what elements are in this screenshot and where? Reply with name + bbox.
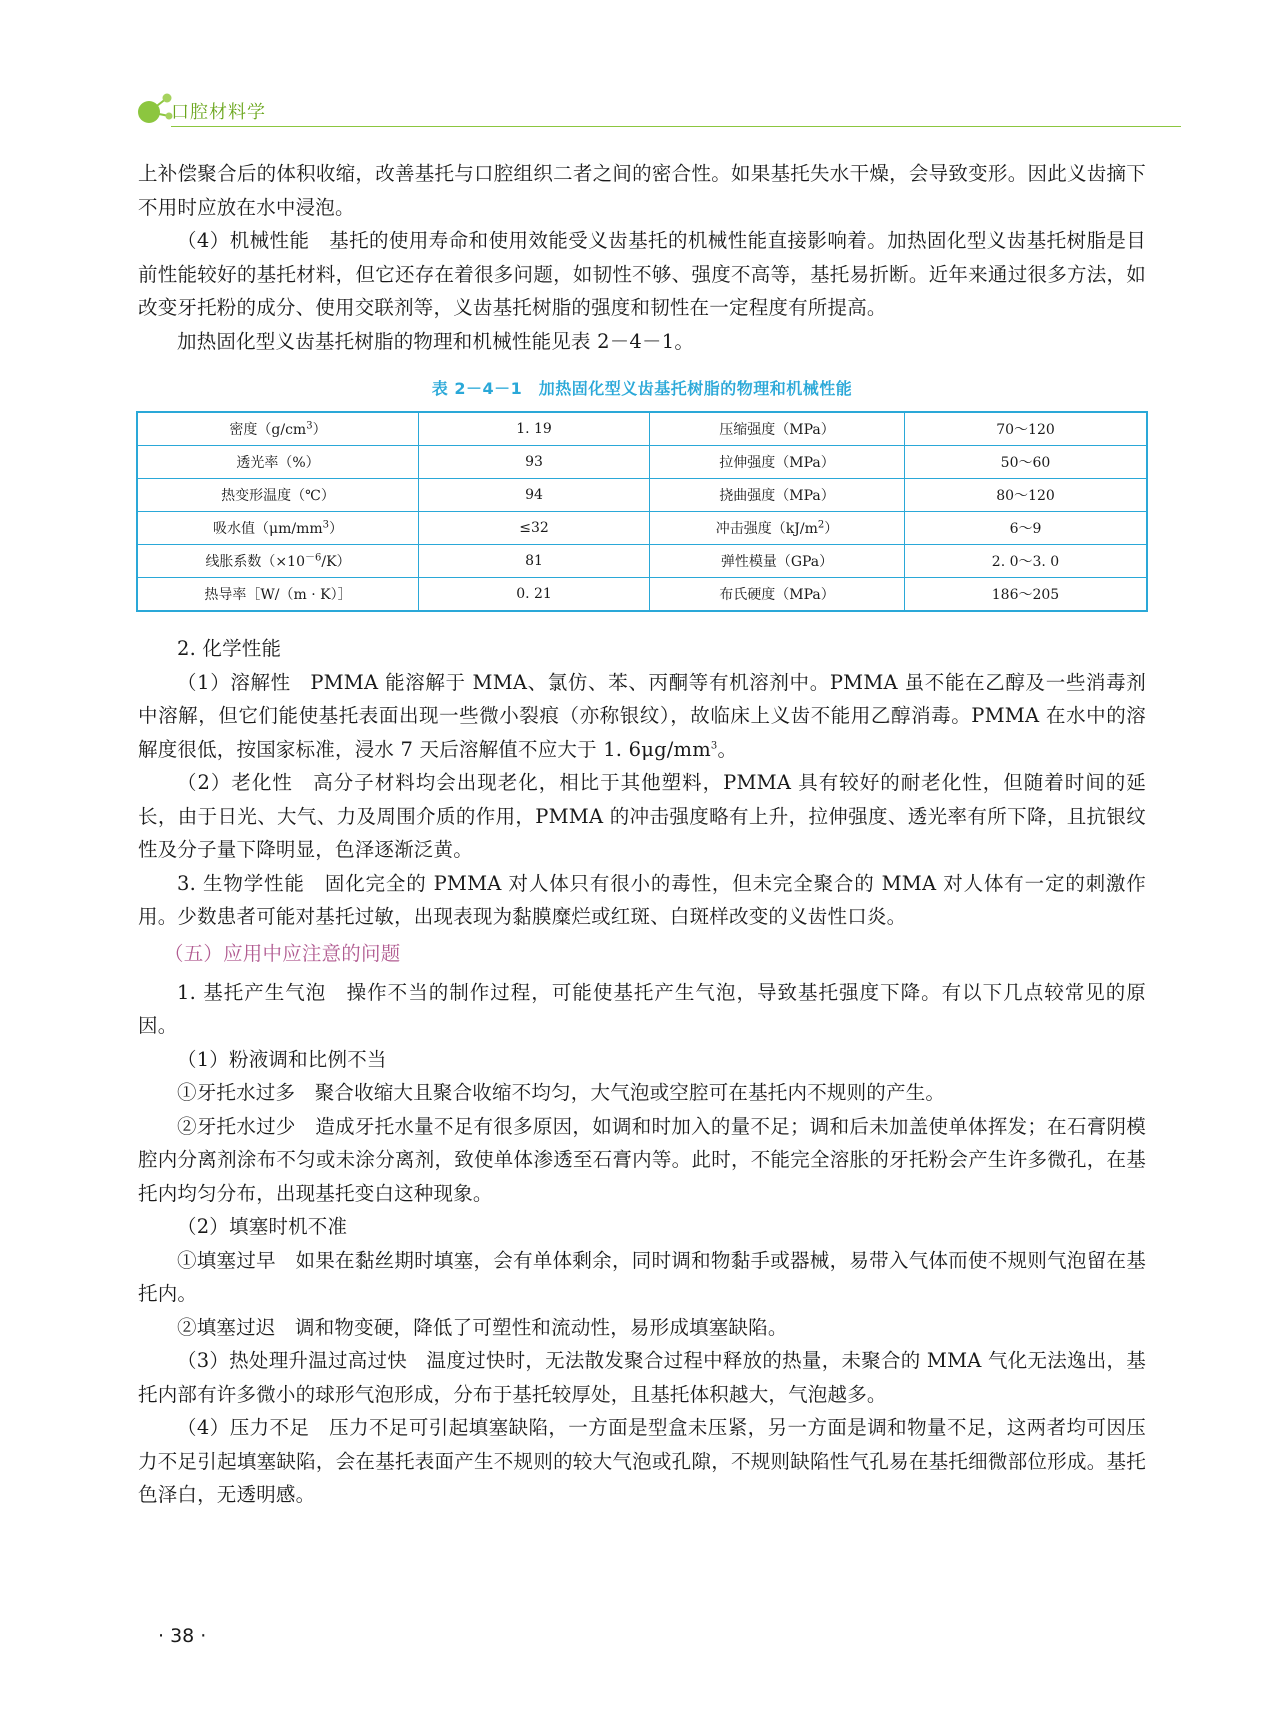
paragraph: （2）填塞时机不准: [177, 1215, 348, 1238]
paragraph-text: 操作不当的制作过程，可能使基托产生气泡，导致基托强度下降。有以下几点较常见的原因。: [138, 980, 1146, 1037]
paragraph-heading: （4）机械性能: [177, 229, 310, 252]
paragraph-text: 高分子材料均会出现老化，相比于其他塑料，PMMA 具有较好的耐老化性，但随着时间的延长，由于日光、大气、力及周围介质的作用，PMMA 的冲击强度略有上升，拉伸强度、透光率有所下降，且抗银纹性及分子量下降明显，色泽逐渐泛黄。: [138, 771, 1146, 861]
paragraph-text: 聚合收缩大且聚合收缩不均匀，大气泡或空腔可在基托内不规则的产生。: [314, 1081, 946, 1104]
table-cell: [419, 412, 650, 446]
superscript: 3: [710, 740, 718, 751]
table-cell: [419, 446, 650, 479]
table-row: [137, 512, 1147, 545]
cell-text: 0. 21: [516, 586, 552, 602]
section-heading-chemical: 2. 化学性能: [177, 637, 282, 660]
cell-text: ）: [329, 521, 344, 537]
section-title: （五）应用中应注意的问题: [164, 941, 401, 965]
page-body: [138, 157, 1146, 1512]
cell-text: 热变形温度（℃）: [221, 488, 335, 504]
paragraph-biological: [138, 867, 1146, 934]
paragraph-bubbles: [138, 976, 1146, 1043]
paragraph-heading: 1. 基托产生气泡: [177, 980, 327, 1004]
paragraph-heading: ②填塞过迟: [177, 1315, 276, 1339]
paragraph-text: PMMA 能溶解于 MMA、氯仿、苯、丙酮等有机溶剂中。PMMA 虽不能在乙醇及一些消毒剂中溶解，但它们能使基托表面出现一些微小裂痕（亦称银纹），故临床上义齿不能用乙醇消毒。PMMA 在水中的溶解度很低，按国家标准，浸水 7 天后溶解值不应大于 1. 6μg/mm: [138, 670, 1146, 761]
table-cell: [419, 479, 650, 512]
superscript: 3: [322, 519, 330, 531]
table-row: [137, 479, 1147, 512]
cell-text: 81: [525, 553, 543, 569]
header-divider: [171, 126, 1181, 127]
page-number: · 38 ·: [158, 1625, 207, 1647]
cell-text: 冲击强度（kJ/m: [715, 521, 818, 537]
cell-text: 70～120: [996, 422, 1055, 438]
paragraph-text: 固化完全的 PMMA 对人体只有很小的毒性，但未完全聚合的 MMA 对人体有一定的刺激作用。少数患者可能对基托过敏，出现表现为黏膜糜烂或红斑、白斑样改变的义齿性口炎。: [138, 871, 1147, 928]
table-caption: 表 2－4－1 加热固化型义齿基托树脂的物理和机械性能: [431, 379, 853, 398]
paragraph-aging: [138, 766, 1146, 867]
table-cell: [419, 545, 650, 578]
table-cell: [905, 479, 1148, 512]
cell-text: 挠曲强度（MPa）: [719, 488, 835, 504]
cell-text: 拉伸强度（MPa）: [719, 455, 835, 471]
cell-text: 94: [525, 487, 543, 503]
table-cell: [137, 578, 419, 612]
paragraph-solubility: [138, 666, 1146, 767]
cell-text: 布氏硬度（MPa）: [719, 587, 835, 603]
table-cell: [419, 512, 650, 545]
cell-text: 50～60: [1000, 455, 1051, 471]
paragraph-text: 如果在黏丝期时填塞，会有单体剩余，同时调和物黏手或器械，易带入气体而使不规则气泡留在基托内。: [138, 1248, 1146, 1305]
cell-text: /K）: [321, 554, 351, 570]
cell-text: 80～120: [996, 488, 1055, 504]
superscript: 2: [817, 519, 825, 531]
table-cell: [137, 479, 419, 512]
paragraph-text: 基托的使用寿命和使用效能受义齿基托的机械性能直接影响着。加热固化型义齿基托树脂是目前性能较好的基托材料，但它还存在着很多问题，如韧性不够、强度不高等，基托易折断。近年来通过很多方法，如改变牙托粉的成分、使用交联剂等，义齿基托树脂的强度和韧性在一定程度有所提高。: [138, 229, 1147, 319]
cell-text: ）: [824, 521, 839, 537]
table-cell: [137, 412, 419, 446]
table-cell: [650, 479, 905, 512]
cell-text: 186～205: [991, 587, 1060, 603]
paragraph: [138, 1244, 1146, 1311]
paragraph-heading: （4）压力不足: [177, 1416, 310, 1439]
cell-text: 热导率［W/（m · K）］: [204, 587, 352, 603]
table-cell: [905, 512, 1148, 545]
paragraph: 上补偿聚合后的体积收缩，改善基托与口腔组织二者之间的密合性。如果基托失水干燥，会导致变形。因此义齿摘下不用时应放在水中浸泡。: [138, 162, 1146, 219]
cell-text: 弹性模量（GPa）: [720, 554, 834, 570]
table-cell: [905, 545, 1148, 578]
paragraph: [138, 1076, 1146, 1110]
table-row: [137, 412, 1147, 446]
superscript: －6: [304, 552, 322, 564]
paragraph-heading: ①填塞过早: [177, 1248, 276, 1272]
table-cell: [650, 545, 905, 578]
table-cell: [650, 512, 905, 545]
cell-text: 透光率（%）: [236, 455, 320, 471]
cell-text: 1. 19: [516, 421, 552, 437]
molecule-logo-icon: [135, 92, 175, 128]
table-row: [137, 446, 1147, 479]
paragraph: （1）粉液调和比例不当: [177, 1047, 387, 1071]
paragraph-heading: 3. 生物学性能: [177, 871, 305, 895]
paragraph-heading: ①牙托水过多: [177, 1081, 296, 1104]
table-row: [137, 545, 1147, 578]
paragraph: 加热固化型义齿基托树脂的物理和机械性能见表 2－4－1。: [177, 329, 695, 353]
table-cell: [905, 412, 1148, 446]
cell-text: 6～9: [1009, 521, 1042, 537]
paragraph-text: 温度过快时，无法散发聚合过程中释放的热量，未聚合的 MMA 气化无法逸出，基托内部有许多微小的球形气泡形成，分布于基托较厚处，且基托体积越大，气泡越多。: [138, 1349, 1147, 1406]
cell-text: 线胀系数（×10: [205, 554, 305, 570]
table-cell: [905, 446, 1148, 479]
cell-text: 93: [525, 454, 543, 470]
table-cell: [650, 578, 905, 612]
table-cell: [650, 412, 905, 446]
table-cell: [419, 578, 650, 612]
paragraph-heading: （2）老化性: [177, 771, 293, 794]
table-cell: [137, 446, 419, 479]
paragraph-text: 造成牙托水量不足有很多原因，如调和时加入的量不足；调和后未加盖使单体挥发；在石膏阴模腔内分离剂涂布不匀或未涂分离剂，致使单体渗透至石膏内等。此时，不能完全溶胀的牙托粉会产生许多微孔，在基托内均匀分布，出现基托变白这种现象。: [138, 1114, 1146, 1205]
properties-table: [136, 411, 1148, 612]
table-cell: [650, 446, 905, 479]
table-cell: [905, 578, 1148, 612]
paragraph: [138, 1311, 1146, 1345]
table-cell: [137, 512, 419, 545]
cell-text: ）: [312, 422, 327, 438]
page-header: [135, 92, 1145, 128]
paragraph-heading: （1）溶解性: [177, 670, 291, 694]
cell-text: 2. 0～3. 0: [991, 554, 1060, 570]
paragraph: [138, 1411, 1146, 1512]
cell-text: 密度（g/cm: [229, 422, 307, 438]
paragraph-text-end: 。: [717, 737, 738, 761]
paragraph: [138, 1344, 1146, 1411]
book-title: 口腔材料学: [171, 102, 266, 123]
paragraph-mechanical: [138, 224, 1146, 325]
cell-text: 吸水值（μm/mm: [212, 521, 323, 537]
cell-text: ≤32: [519, 520, 549, 536]
table-cell: [137, 545, 419, 578]
paragraph-heading: （3）热处理升温过高过快: [177, 1349, 407, 1372]
paragraph-heading: ②牙托水过少: [177, 1114, 296, 1138]
superscript: 3: [306, 420, 313, 432]
paragraph-text: 压力不足可引起填塞缺陷，一方面是型盒未压紧，另一方面是调和物量不足，这两者均可因压力不足引起填塞缺陷，会在基托表面产生不规则的较大气泡或孔隙，不规则缺陷性气孔易在基托细微部位形成。基托色泽白，无透明感。: [138, 1416, 1147, 1506]
paragraph: [138, 1110, 1146, 1211]
table-row: [137, 578, 1147, 612]
cell-text: 压缩强度（MPa）: [719, 422, 835, 438]
paragraph-text: 调和物变硬，降低了可塑性和流动性，易形成填塞缺陷。: [295, 1315, 788, 1339]
